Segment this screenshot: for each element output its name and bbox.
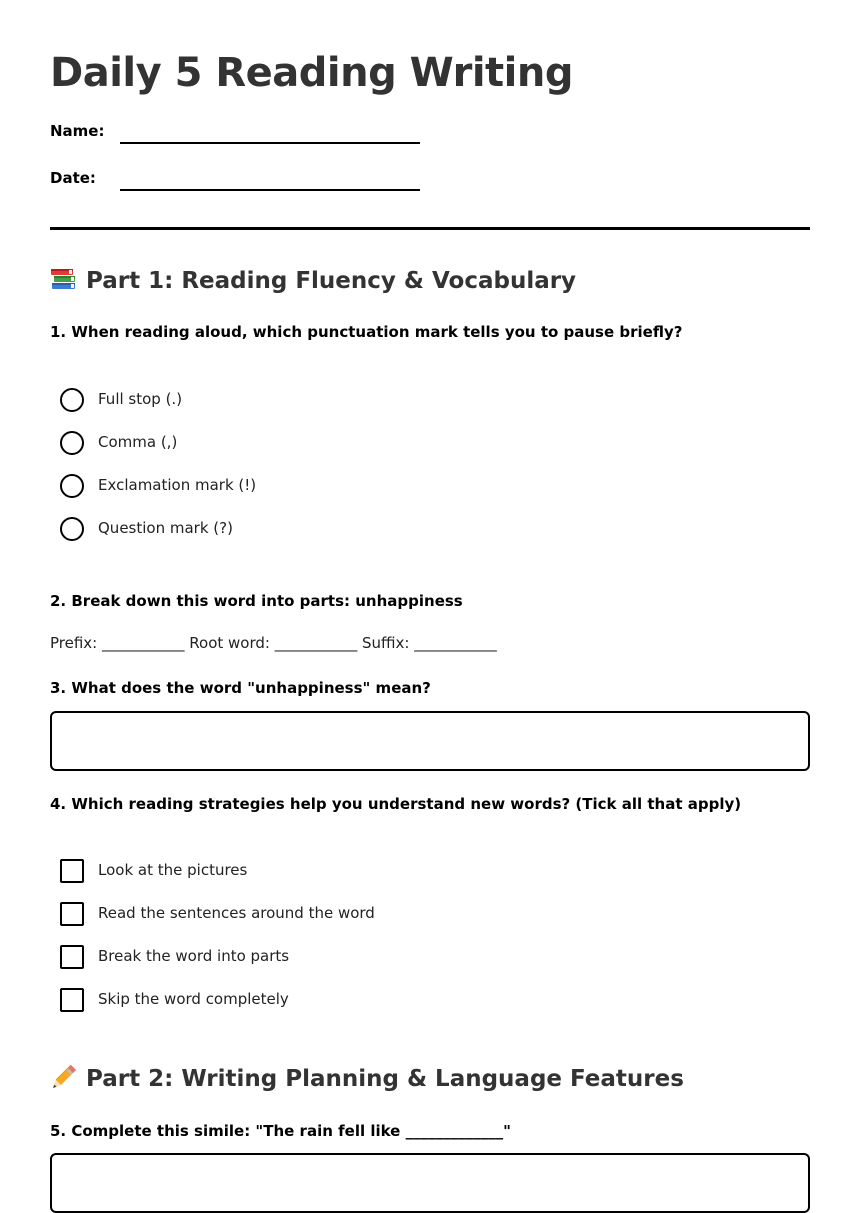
radio-button[interactable]: [60, 431, 84, 455]
option-label: Comma (,): [98, 433, 178, 451]
radio-button[interactable]: [60, 474, 84, 498]
name-line[interactable]: [120, 142, 420, 144]
books-icon: [50, 266, 78, 292]
q3-answer-box[interactable]: [50, 711, 810, 771]
option-label: Full stop (.): [98, 390, 183, 408]
date-row: [50, 169, 430, 199]
option-label: Read the sentences around the word: [98, 904, 375, 922]
checkbox[interactable]: [60, 945, 84, 969]
option-label: Look at the pictures: [98, 861, 248, 879]
part2-heading: [50, 1064, 684, 1092]
question-1: 1. When reading aloud, which punctuation mark tells you to pause briefly?: [50, 323, 683, 341]
question-3: 3. What does the word "unhappiness" mean?: [50, 679, 431, 697]
word-parts-fill-line[interactable]: Prefix: ___________ Root word: ___________ Suffix: ___________: [50, 634, 497, 652]
date-label: Date:: [50, 169, 96, 187]
date-line[interactable]: [120, 189, 420, 191]
option-label: Question mark (?): [98, 519, 233, 537]
part1-heading: [50, 266, 576, 294]
question-5: 5. Complete this simile: "The rain fell like _____________": [50, 1122, 511, 1140]
checkbox[interactable]: [60, 988, 84, 1012]
pencil-icon: [50, 1064, 78, 1090]
q5-answer-box[interactable]: [50, 1153, 810, 1213]
option-label: Break the word into parts: [98, 947, 290, 965]
radio-button[interactable]: [60, 388, 84, 412]
checkbox[interactable]: [60, 902, 84, 926]
name-label: Name:: [50, 122, 105, 140]
worksheet-title: Daily 5 Reading Writing: [50, 50, 573, 96]
part2-heading-text: Part 2: Writing Planning & Language Features: [86, 1066, 684, 1092]
header-divider: [50, 227, 810, 230]
checkbox[interactable]: [60, 859, 84, 883]
name-row: [50, 122, 430, 152]
question-4: 4. Which reading strategies help you understand new words? (Tick all that apply): [50, 795, 742, 813]
part1-heading-text: Part 1: Reading Fluency & Vocabulary: [86, 268, 577, 294]
radio-button[interactable]: [60, 517, 84, 541]
question-2: 2. Break down this word into parts: unhappiness: [50, 592, 463, 610]
option-label: Exclamation mark (!): [98, 476, 257, 494]
option-label: Skip the word completely: [98, 990, 289, 1008]
